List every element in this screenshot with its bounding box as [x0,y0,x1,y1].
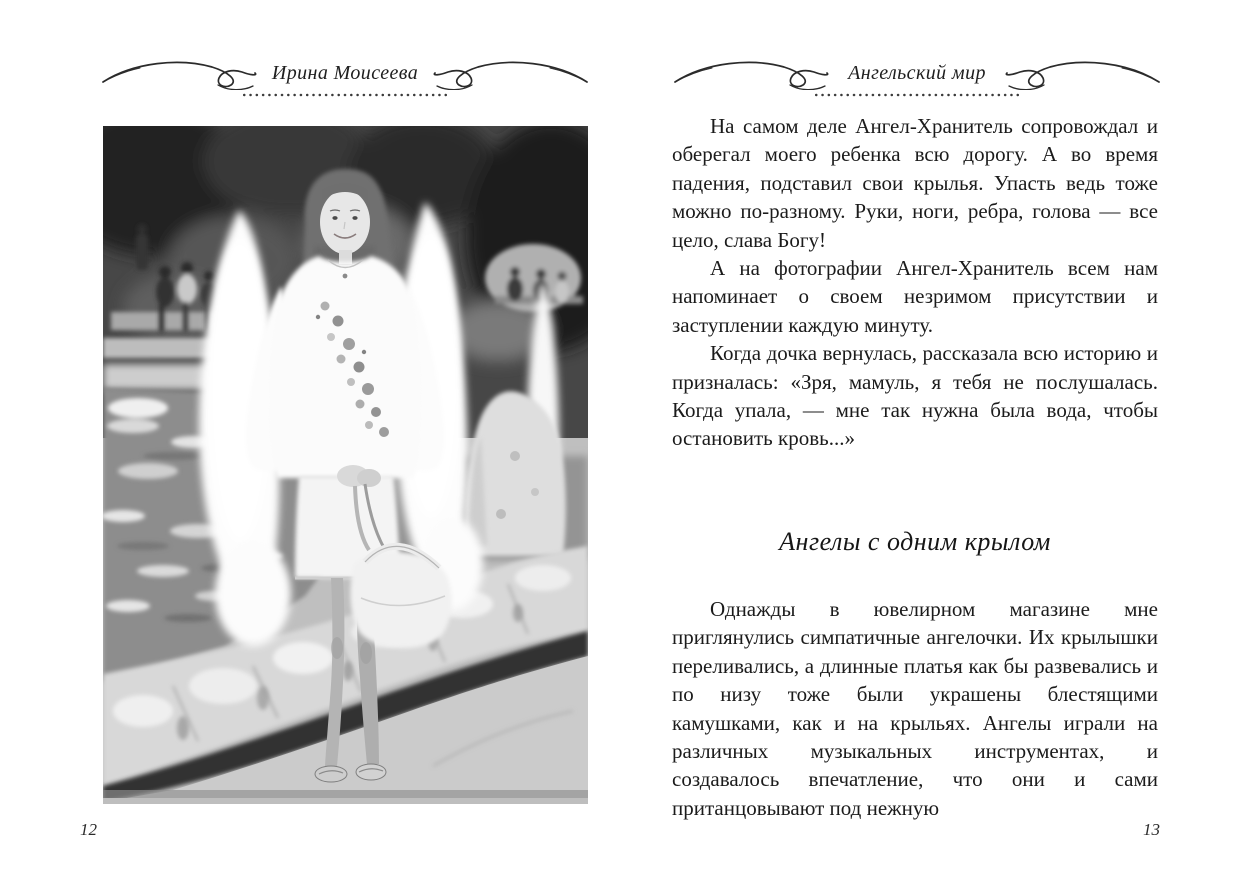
body-text [672,112,1158,822]
paragraph: На самом деле Ангел-Хранитель сопровождал и оберегал моего ребенка всю дорогу. А во время падения, подставил свои крылья. Упасть ведь тоже можно по-разному. Руки, ноги, ребра, голова — все цело, слава Богу! [672,114,1158,252]
paragraph: А на фотографии Ангел-Хранитель всем нам напоминает о своем незримом присутствии и заступлении каждую минуту. [672,256,1158,337]
dotted-rule [814,93,1020,97]
right-page [630,0,1260,882]
photo-illustration [103,126,588,804]
swash-ornament-icon [100,56,258,90]
left-running-header [100,56,590,97]
page-number-left: 12 [80,820,97,839]
right-running-header [672,56,1162,97]
paragraph: Однажды в ювелирном магазине мне приглянулись симпатичные ангелочки. Их крылышки переливались, а длинные платья как бы развевались и по низу тоже были украшены блестящими камушками, как и на крыльях. Ангелы играли на различных музыкальных инструментах, и создавалось впечатление, что они и сами пританцовывают под нежную [672,596,1158,820]
swash-ornament-icon [672,56,830,90]
right-running-head-text: Ангельский мир [848,61,986,84]
left-running-head-text: Ирина Моисеева [271,61,419,84]
angel-fountain-photo [103,126,588,804]
dotted-rule [242,93,448,97]
section-heading: Ангелы с одним крылом [779,526,1051,556]
swash-ornament-icon [1004,56,1162,90]
paragraph: Когда дочка вернулась, рассказала всю историю и призналась: «Зря, мамуль, я тебя не послушалась. Когда упала, — мне так нужна была вода, чтобы остановить кровь...» [672,341,1158,451]
swash-ornament-icon [432,56,590,90]
page-number-right: 13 [1143,820,1160,839]
